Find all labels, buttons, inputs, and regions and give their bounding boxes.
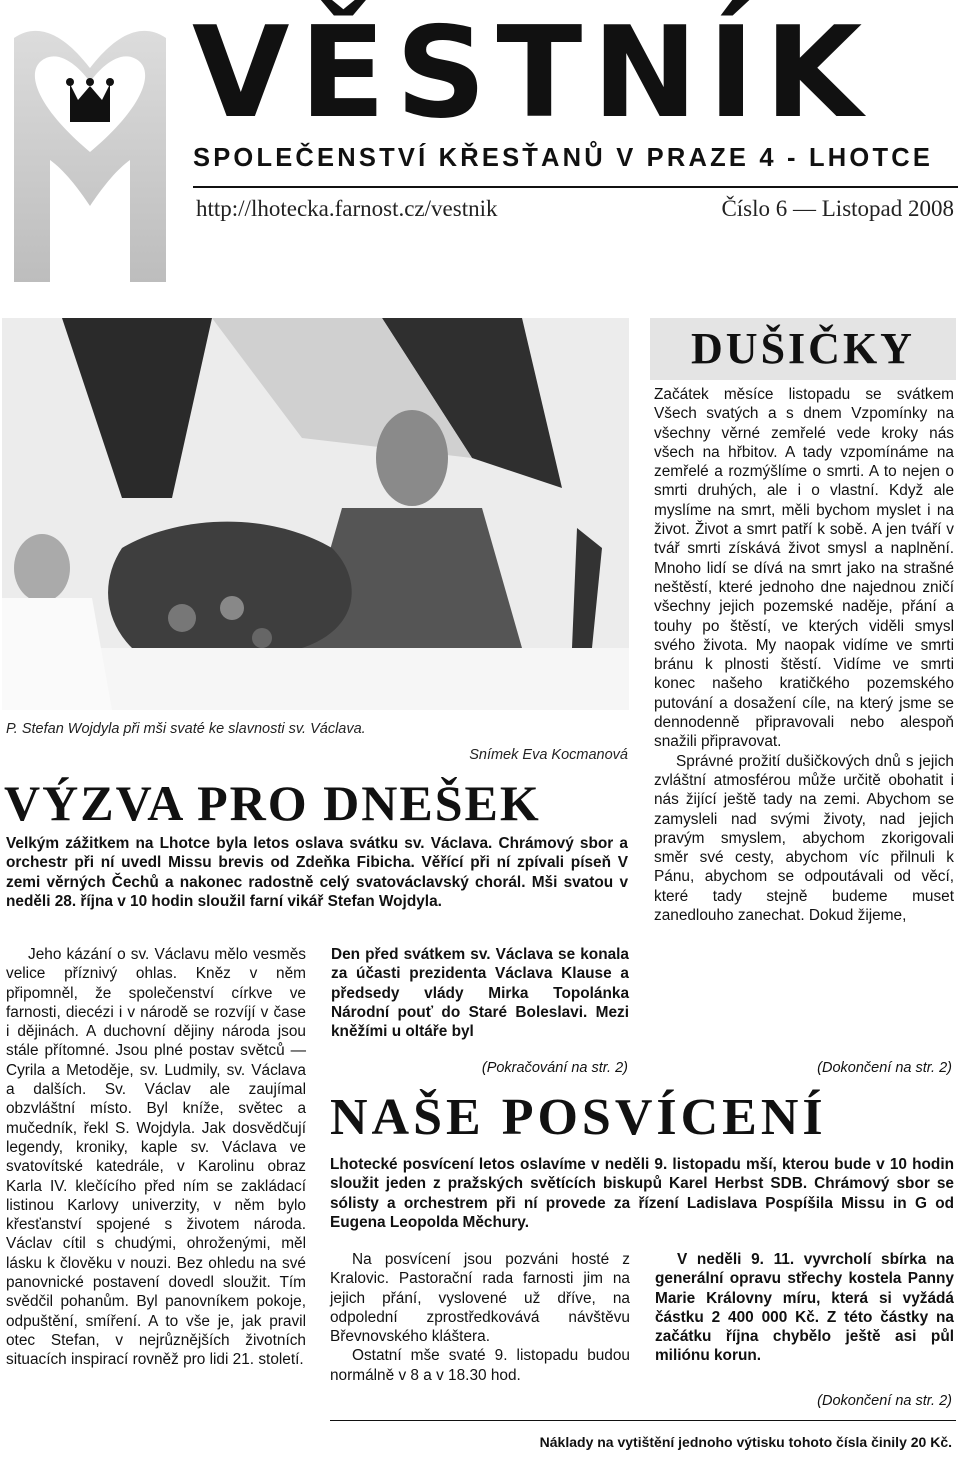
posviceni-continued: (Dokončení na str. 2) [817, 1393, 952, 1409]
photo-credit: Snímek Eva Kocmanová [469, 747, 628, 763]
dusicky-paragraph-1: Začátek měsíce listopadu se svátkem Všech svatých a s dnem Vzpomínky na všechny věrné zemřelé vede kroky nás všech na hřbitov. A tady vzpomínáme na zemřelé a rozmýšlíme o smrti. A to nejen o smrti druhých, ale i o vlastní. Když ale myslíme na smrt, měli bychom myslet i na život. Život a smrt patří k sobě. A jen tváří v tvář smrti získává život smysl a naplnění. Mnoho lidí se dívá na smrt jako na strašné neštěstí, které jednoho dne najednou zničí všechny jejich pozemské naděje, přání a touhy po štěstí, ve kterých viděli smysl svého života. My naopak vidíme ve smrti bránu k plnosti štěstí. Vidíme ve smrti konec našeho kratičkého pozemského putování a dosažení cíle, na který jsme se dennodenně připravovali nebo alespoň snažili připravovat. [654, 386, 954, 751]
vyzva-column-2: Den před svátkem sv. Václava se konala za účasti prezidenta Václava Klause a předsedy vlády Mirka Topolánka Národní pouť do Staré Boleslavi. Mezi kněžími u oltáře byl [331, 946, 629, 1041]
posviceni-lead: Lhotecké posvícení letos oslavíme v neděli 9. listopadu mší, kterou bude v 10 hodin sloužit jeden z pražských světících biskupů Karel Herbst SDB. Chrámový sbor se sólisty a orchestrem při ní provede za řízení Ladislava Pospíšila Missu in G od Eugena Leopolda Měchury. [330, 1156, 954, 1231]
dusicky-continued: (Dokončení na str. 2) [817, 1060, 952, 1076]
posviceni-column-2: V neděli 9. 11. vyvrcholí sbírka na generální opravu střechy kostela Panny Marie Královny míru, která si vyžádá částku 2 400 000 Kč. Z této částky na začátku října chybělo ještě asi půl miliónu korun. [655, 1251, 954, 1365]
dusicky-heading-box [650, 318, 956, 380]
posviceni-paragraph-1: Na posvícení jsou pozváni hosté z Kralovic. Pastorační rada farnosti jim na jejich přání, vyslovené už dříve, na odpolední zprostředkovává návštěvu Břevnovského kláštera. [330, 1251, 630, 1346]
posviceni-column-1 [330, 1250, 630, 1385]
masthead-title: VĚSTNÍK [192, 0, 873, 146]
masthead-rule [193, 186, 958, 188]
printing-cost-note: Náklady na vytištění jednoho výtisku tohoto čísla činily 20 Kč. [539, 1434, 952, 1450]
footer-rule [330, 1420, 956, 1421]
dusicky-article [654, 385, 954, 925]
dusicky-paragraph-2: Správné prožití dušičkových dnů s jejich zvláštní atmosférou může určitě obohatit i nás žijící ještě tady na zemi. Abychom se zamysleli nad svými životy, nad jejich pravým smyslem, abychom zkorigovali směr své cesty, abychom víc přilnuli k Pánu, abychom se odpoutávali od věcí, které tady stejně budeme muset zanedlouho zanechat. Dokud žijeme, [654, 752, 954, 925]
vyzva-continued: (Pokračování na str. 2) [481, 1060, 628, 1076]
mass-photo [2, 318, 629, 710]
website-url: http://lhotecka.farnost.cz/vestnik [196, 196, 498, 221]
masthead-subtitle: SPOLEČENSTVÍ KŘESŤANŮ V PRAZE 4 - LHOTCE [193, 144, 934, 172]
vyzva-column-1: Jeho kázání o sv. Václavu mělo vesměs velice příznivý ohlas. Kněz v něm připomněl, že společenství církve ve farnosti, diecézi i v národě se rozvíjí v čase i dějinách. A duchovní dějiny národa jsou stále přítomné. Jsou plné postav světců — Cyrila a Metoděje, sv. Ludmily, sv. Václava a dalších. Sv. Václav ale zaujímal obzvláštní místo. Byl kníže, světec a mučedník, řekl S. Wojdyla. Jak dosvědčují legendy, kroniky, kaple sv. Václava ve svatovítské katedrále, v Karolinu obraz Karla IV. klečícího před ním se zakládací listinou Karlovy univerzity, v něm bylo křesťanství spojené s životem národa. Václav cítil s chudými, ohroženými, měl lásku k člověku v nouzi. Bez ohledu na své panovnické postavení dovedl sloužit. Tím svědčil pohanům. Byl panovníkem pokoje, odpuštění, smíření. A to vše je, jak pravil otec Stefan, v nejrůznějších životních situacích inspirací rovněž pro lidi 21. století. [6, 946, 306, 1369]
issue-number: Číslo 6 — Listopad 2008 [721, 196, 954, 221]
vyzva-heading: VÝZVA PRO DNEŠEK [4, 775, 541, 831]
posviceni-paragraph-2: Ostatní mše svaté 9. listopadu budou normálně v 8 a v 18.30 hod. [330, 1347, 630, 1384]
parish-logo [6, 10, 174, 285]
vyzva-lead: Velkým zážitkem na Lhotce byla letos oslava svátku sv. Václava. Chrámový sbor a orchestr při ní uvedl Missu brevis od Zdeňka Fibicha. Věřící při ní zpívali píseň V zemi věrných Čechů a nakonec radostně celý svatováclavský chorál. Mši svatou v neděli 28. října v 10 hodin sloužil farní vikář Stefan Wojdyla. [6, 835, 628, 910]
dusicky-heading: DUŠIČKY [691, 324, 915, 373]
photo-caption: P. Stefan Wojdyla při mši svaté ke slavnosti sv. Václava. [6, 721, 366, 737]
posviceni-heading: NAŠE POSVÍCENÍ [330, 1089, 827, 1146]
